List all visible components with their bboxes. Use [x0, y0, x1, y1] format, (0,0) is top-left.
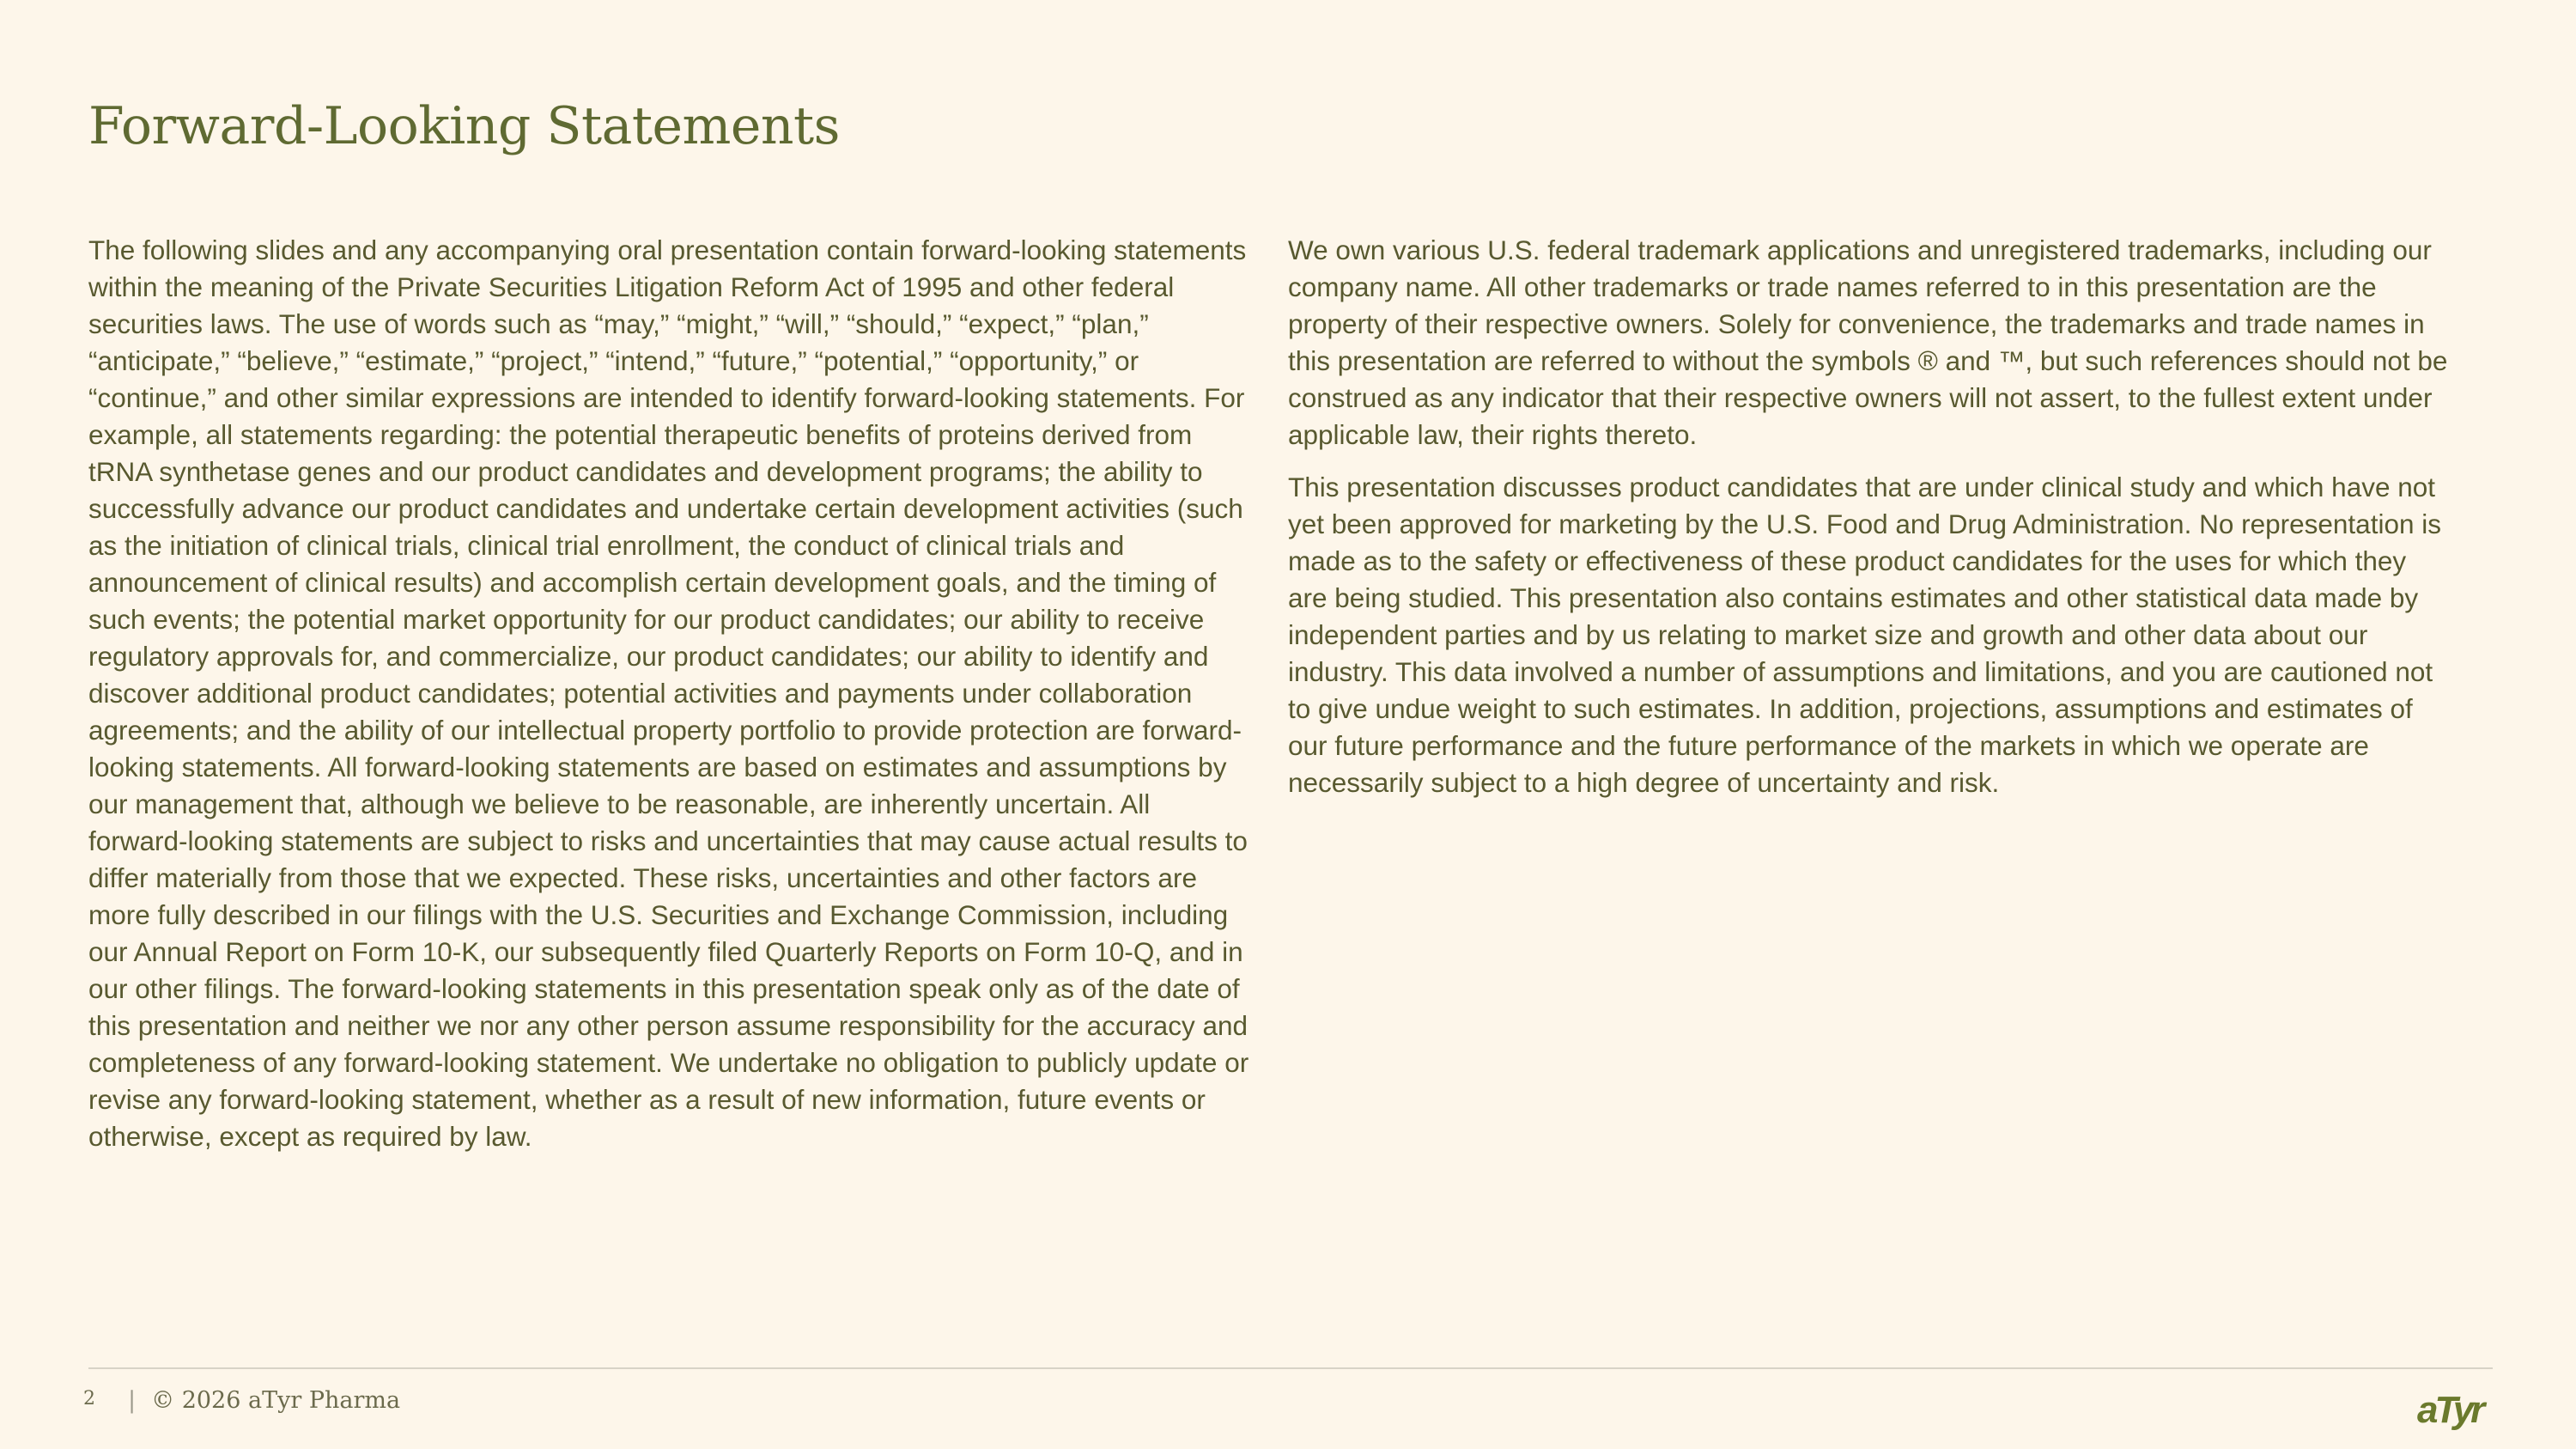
copyright-text: © 2026 aTyr Pharma [151, 1387, 401, 1414]
right-column-text [1288, 232, 2451, 817]
slide-title: Forward-Looking Statements [88, 96, 840, 156]
page-number: 2 [83, 1388, 95, 1409]
left-column-text [88, 232, 1256, 1171]
forward-looking-paragraph: The following slides and any accompanying oral presentation contain forward-looking statements within the meaning of the Private Securities Litigation Reform Act of 1995 and other federal securities laws. The use of words such as “may,” “might,” “will,” “should,” “expect,” “plan,” “anticipate,” “believe,” “estimate,” “project,” “intend,” “future,” “potential,” “opportunity,” or “continue,” and other similar expressions are intended to identify forward-looking statements. For example, all statements regarding: the potential therapeutic benefits of proteins derived from tRNA synthetase genes and our product candidates and development programs; the ability to successfully advance our product candidates and undertake certain development activities (such as the initiation of clinical trials, clinical trial enrollment, the conduct of clinical trials and announcement of clinical results) and accomplish certain development goals, and the timing of such events; the potential market opportunity for our product candidates; our ability to receive regulatory approvals for, and commercialize, our product candidates; our ability to identify and discover additional product candidates; potential activities and payments under collaboration agreements; and the ability of our intellectual property portfolio to provide protection are forward-looking statements. All forward-looking statements are based on estimates and assumptions by our management that, although we believe to be reasonable, are inherently uncertain. All forward-looking statements are subject to risks and uncertainties that may cause actual results to differ materially from those that we expected. These risks, uncertainties and other factors are more fully described in our filings with the U.S. Securities and Exchange Commission, including our Annual Report on Form 10-K, our subsequently filed Quarterly Reports on Form 10-Q, and in our other filings. The forward-looking statements in this presentation speak only as of the date of this presentation and neither we nor any other person assume responsibility for the accuracy and completeness of any forward-looking statement. We undertake no obligation to publicly update or revise any forward-looking statement, whether as a result of new information, future events or otherwise, except as required by law. [88, 234, 1249, 1152]
logo-lettering: aTyr [2417, 1389, 2482, 1431]
footer-divider [88, 1367, 2493, 1369]
atyr-logo-icon [2415, 1385, 2493, 1433]
footer-separator: | [128, 1387, 137, 1414]
clinical-disclaimer-paragraph: This presentation discusses product candidates that are under clinical study and which have not yet been approved for marketing by the U.S. Food and Drug Administration. No representation is made as to the safety or effectiveness of these product candidates for the uses for which they are being studied. This presentation also contains estimates and other statistical data made by independent parties and by us relating to market size and growth and other data about our industry. This data involved a number of assumptions and limitations, and you are cautioned not to give undue weight to such estimates. In addition, projections, assumptions and estimates of our future performance and the future performance of the markets in which we operate are necessarily subject to a high degree of uncertainty and risk. [1288, 472, 2441, 798]
trademark-paragraph: We own various U.S. federal trademark applications and unregistered trademarks, including our company name. All other trademarks or trade names referred to in this presentation are the property of their respective owners. Solely for convenience, the trademarks and trade names in this presentation are referred to without the symbols ® and ™, but such references should not be construed as any indicator that their respective owners will not assert, to the fullest extent under applicable law, their rights thereto. [1288, 234, 2448, 450]
slide-footer [83, 1387, 400, 1414]
